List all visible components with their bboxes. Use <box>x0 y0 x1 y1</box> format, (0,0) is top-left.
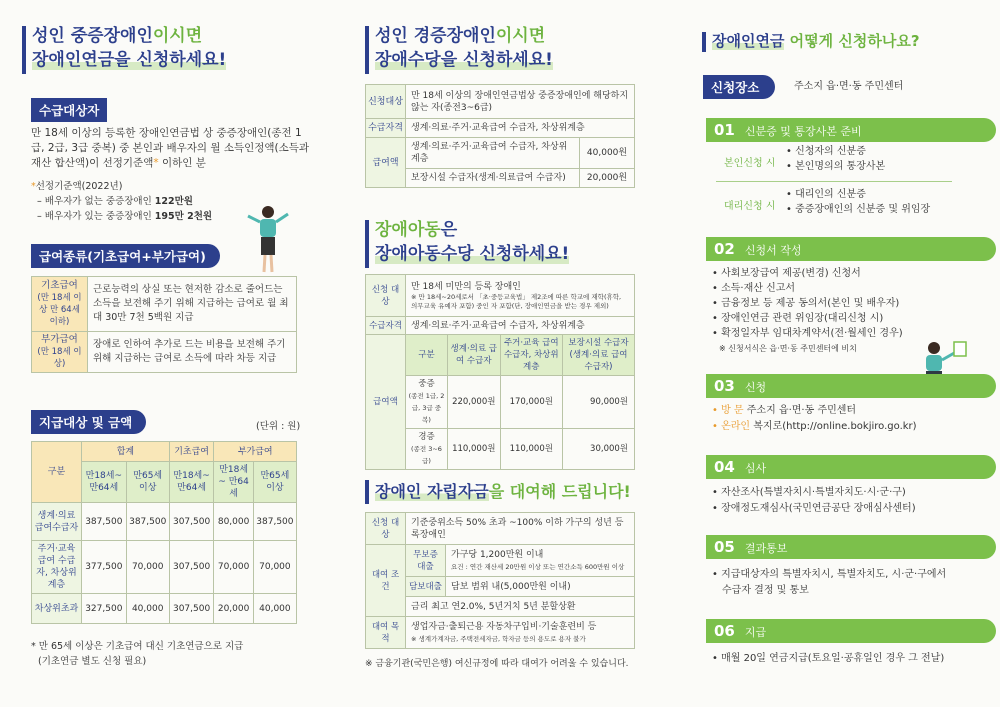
title-part: 성인 경증장애인 <box>375 26 496 46</box>
allowance-title <box>375 24 553 72</box>
cell-value: 377,500 <box>82 541 127 594</box>
total-header: 합계 <box>82 442 170 462</box>
title-part-green: 이시면 <box>152 26 203 46</box>
row-label: 급여액 <box>366 138 406 188</box>
title-bar-accent <box>365 26 369 74</box>
cell-note: ※ 만 18세~20세로서 「초·중등교육법」 제2조에 따른 학교에 재학(휴학, 의무교육 유예자 포함) 중인 자 포함(단, 장애인연금을 받는 경우 제외) <box>411 292 622 310</box>
cell-value: 220,000원 <box>448 376 501 429</box>
cell-value: 307,500 <box>169 594 214 624</box>
target-cell <box>406 275 635 317</box>
benefit-types-heading: 급여종류(기초급여+부가급여) <box>31 244 220 268</box>
cell-value: 110,000원 <box>448 429 501 470</box>
cell-value: 387,500 <box>82 503 127 541</box>
step-label: 지급 <box>744 626 767 639</box>
fund-footnote: ※ 금융기관(국민은행) 여신규정에 따라 대여가 어려울 수 있습니다. <box>365 659 629 669</box>
sub-header: 만18세~ 만64세 <box>82 462 127 503</box>
grade-cell <box>406 429 448 470</box>
list-item: • 자산조사(특별자치시·특별자치도·시·군·구) <box>712 487 906 498</box>
title-line2: 장애인연금을 신청하세요! <box>32 50 227 70</box>
form-note: ※ 신청서식은 읍·면·동 주민센터에 비치 <box>719 344 857 353</box>
title-part-green: 어떻게 신청하나요? <box>784 32 920 50</box>
proxy-item: • 대리인의 신분증 <box>786 189 866 200</box>
table-row <box>366 275 635 317</box>
step-number: 01 <box>714 121 735 139</box>
row-label: 신청 대상 <box>366 275 406 317</box>
title-line2: 장애수당을 신청하세요! <box>375 50 553 70</box>
cell-value: 170,000원 <box>500 376 562 429</box>
row-label: 대여 조건 <box>366 545 406 617</box>
row-label: 수급자격 <box>366 119 406 138</box>
title-line2: 장애아동수당 신청하세요! <box>375 244 570 264</box>
step-label: 신청 <box>744 381 767 394</box>
step-03-bar <box>706 374 996 398</box>
row-label: 주거·교육 급여 수급자, 차상위계층 <box>32 541 82 594</box>
child-allowance-table <box>365 274 635 470</box>
benefit-label: 부가급여 <box>41 334 78 345</box>
step-number: 03 <box>714 377 735 395</box>
cell-value: 387,500 <box>253 503 296 541</box>
benefit-sub: (만 18세 이상) <box>37 347 82 369</box>
online-label: • 온라인 <box>712 421 751 432</box>
row-label: 대여 목적 <box>366 617 406 649</box>
cell-text: 담보 범위 내(5,000만원 이내) <box>446 577 635 597</box>
title-part-green: 을 대여해 드립니다! <box>488 482 631 501</box>
cell-text: 금리 최고 연2.0%, 5년거치 5년 분할상환 <box>406 597 635 617</box>
table-row <box>366 545 635 577</box>
grade-label: 중증 <box>418 379 435 389</box>
cell-value: 20,000 <box>214 594 253 624</box>
sub-label: 담보대출 <box>406 577 446 597</box>
child-title <box>375 218 569 266</box>
title-bar-accent <box>22 26 26 74</box>
cell-value: 80,000 <box>214 503 253 541</box>
visit-label: • 방 문 <box>712 405 744 416</box>
list-item: • 장애인연금 관련 위임장(대리신청 시) <box>712 313 884 324</box>
sub-header: 보장시설 수급자 (생계·의료 급여 수급자) <box>563 335 635 376</box>
title-part: 장애인연금 <box>712 32 785 50</box>
criteria-note-title <box>31 180 122 194</box>
self-apply-label: 본인신청 시 <box>724 158 776 169</box>
cell-note: 요건 : 연간 재산세 20만원 이상 또는 연간소득 600만원 이상 <box>451 562 625 571</box>
amounts-footnote: * 만 65세 이상은 기초급여 대신 기초연금으로 지급 <box>31 641 244 652</box>
proxy-apply-label: 대리신청 시 <box>724 201 776 212</box>
table-row <box>366 429 635 470</box>
desc-text: 만 18세 이상의 등록한 장애인연금법 상 중증장애인(종전 1급, 2급, 3급 중복) 중 본인과 배우자의 월 소득인정액(소득과 재산 합산액)이 선정기준액 <box>31 127 310 169</box>
cond-cell <box>446 545 635 577</box>
visit-line <box>712 404 856 418</box>
table-row <box>366 376 635 429</box>
list-item: • 금융정보 등 제공 동의서(본인 및 배우자) <box>712 298 900 309</box>
self-item: • 신청자의 신분증 <box>786 146 866 157</box>
benefit-desc: 근로능력의 상실 또는 현저한 감소로 줄어드는 소득을 보전해 주기 위해 지급하는 급여로 월 최대 30만 7천 5백원 지급 <box>88 277 297 332</box>
criteria-value: 122만원 <box>154 196 193 207</box>
row-label: 신청대상 <box>366 85 406 119</box>
desc-end: 이하인 분 <box>158 157 206 169</box>
table-row <box>366 119 635 138</box>
title-bar-accent <box>365 220 369 268</box>
benefit-desc: 장애로 인하여 추가로 드는 비용을 보전해 주기 위해 지급하는 급여로 소득에 따라 차등 지급 <box>88 332 297 373</box>
table-row <box>32 332 297 373</box>
step-02-bar <box>706 237 996 261</box>
sub-header: 주거·교육 급여 수급자, 차상위계층 <box>500 335 562 376</box>
list-item: • 소득·재산 신고서 <box>712 283 796 294</box>
result-line1: • 지급대상자의 특별자치시, 특별자치도, 시·군·구에서 <box>712 569 947 580</box>
cell-value: 40,000 <box>253 594 296 624</box>
table-row <box>366 597 635 617</box>
criteria-label: – 배우자가 있는 중증장애인 <box>37 211 155 222</box>
step-number: 04 <box>714 458 735 476</box>
criteria-value: 195만 2천원 <box>154 211 213 222</box>
cell-text: 생계·의료·주거·교육급여 수급자, 차상위계층 <box>406 119 635 138</box>
grade-sub: (종전 3~6급) <box>411 445 442 465</box>
sub-header: 만65세 이상 <box>253 462 296 503</box>
star-mark: * <box>153 157 159 169</box>
title-part-green: 이시면 <box>495 26 546 46</box>
unit-label: (단위 : 원) <box>256 421 301 432</box>
payment-line: • 매월 20일 연금지급(토요일·공휴일인 경우 그 전날) <box>712 653 945 664</box>
grade-sub: (종전 1급, 2급, 3급 중복) <box>408 392 445 424</box>
online-line <box>712 420 917 434</box>
sub-header: 생계·의료 급여 수급자 <box>448 335 501 376</box>
table-header-row <box>32 442 297 462</box>
recipients-desc <box>31 126 311 171</box>
cell-note: ※ 생계가계자금, 주택전세자금, 학자금 등의 용도로 용자 불가 <box>411 634 586 643</box>
list-item: • 장애정도재심사(국민연금공단 장애심사센터) <box>712 503 916 514</box>
visit-value: 주소지 읍·면·동 주민센터 <box>746 405 857 416</box>
list-item: • 사회보장급여 제공(변경) 신청서 <box>712 268 861 279</box>
result-line2: 수급자 결정 및 통보 <box>722 585 809 596</box>
column-pension <box>0 0 340 707</box>
column-allowance <box>345 0 660 707</box>
fund-table <box>365 512 635 649</box>
step-label: 신분증 및 통장사본 준비 <box>744 125 862 138</box>
row-label: 급여액 <box>366 335 406 470</box>
step-label: 결과통보 <box>744 542 788 555</box>
table-row <box>32 277 297 332</box>
pension-title <box>32 24 226 72</box>
allowance-table <box>365 84 635 188</box>
note-title: 선정기준액(2022년) <box>35 181 123 192</box>
cell-value: 40,000원 <box>580 138 635 169</box>
apply-title <box>712 29 920 53</box>
cell-value: 20,000원 <box>580 169 635 188</box>
cell-value: 307,500 <box>169 503 214 541</box>
cell-text: 만 18세 미만의 등록 장애인 <box>411 281 521 292</box>
table-row <box>32 594 297 624</box>
table-row <box>32 541 297 594</box>
cell-value: 110,000원 <box>500 429 562 470</box>
benefit-label-cell <box>32 277 88 332</box>
title-bar-accent <box>702 32 706 52</box>
table-row <box>366 513 635 545</box>
title-bar-accent <box>365 480 369 504</box>
cell-text: 만 18세 이상의 장애인연금법상 중증장애인에 해당하지 않는 자(종전3~6급) <box>406 85 635 119</box>
cell-text: 기준중위소득 50% 초과 ~100% 이하 가구의 성년 등록장애인 <box>406 513 635 545</box>
step-number: 05 <box>714 538 735 556</box>
woman-illustration-icon <box>244 202 292 274</box>
step-04-bar <box>706 455 996 479</box>
cell-text: 생계·의료·주거·교육급여 수급자, 차상위계층 <box>406 317 635 335</box>
row-label: 수급자격 <box>366 317 406 335</box>
row-label: 생계·의료 급여수급자 <box>32 503 82 541</box>
table-row <box>366 169 635 188</box>
extra-header: 부가급여 <box>214 442 297 462</box>
benefit-types-table <box>31 276 297 373</box>
step-05-bar <box>706 535 996 559</box>
purpose-cell <box>406 617 635 649</box>
table-header-row <box>366 335 635 376</box>
table-row <box>366 138 635 169</box>
cell-value: 387,500 <box>126 503 169 541</box>
title-part: 장애인 자립자금 <box>375 482 489 501</box>
amounts-heading: 지급대상 및 금액 <box>31 410 146 434</box>
divider <box>716 181 952 182</box>
title-part: 성인 중증장애인 <box>32 26 153 46</box>
place-label: 신청장소 <box>703 75 775 99</box>
table-row <box>366 85 635 119</box>
benefit-sub: (만 18세 이상 만 64세 이하) <box>37 293 82 327</box>
star-mark: * <box>31 181 36 192</box>
cell-value: 70,000 <box>126 541 169 594</box>
self-item: • 본인명의의 통장사본 <box>786 161 886 172</box>
table-row <box>366 577 635 597</box>
recipients-heading: 수급대상자 <box>31 98 107 122</box>
criteria-label: – 배우자가 없는 중증장애인 <box>37 196 155 207</box>
cell-text: 생업자금·출퇴근용 자동차구입비·기술훈련비 등 <box>411 621 597 632</box>
grade-label: 경증 <box>418 432 435 442</box>
step-label: 심사 <box>744 462 767 475</box>
online-value: 복지로(http://online.bokjiro.go.kr) <box>753 421 917 432</box>
row-label: 신청 대상 <box>366 513 406 545</box>
cell-text: 보장시설 수급자(생계·의료급여 수급자) <box>406 169 580 188</box>
amounts-footnote2: (기초연금 별도 신청 필요) <box>38 656 147 667</box>
benefit-label: 기초급여 <box>41 280 78 291</box>
cell-value: 40,000 <box>126 594 169 624</box>
step-number: 02 <box>714 240 735 258</box>
fund-title <box>375 480 631 504</box>
cell-text: 가구당 1,200만원 이내 <box>451 549 544 560</box>
grade-cell <box>406 376 448 429</box>
table-row <box>366 617 635 649</box>
sub-header: 만18세~ 만64세 <box>214 462 253 503</box>
criteria-single <box>37 195 193 209</box>
cell-value: 307,500 <box>169 541 214 594</box>
sub-label: 무보증 대출 <box>406 545 446 577</box>
column-how-to-apply <box>672 0 1000 707</box>
table-row <box>366 317 635 335</box>
sub-header: 만18세~ 만64세 <box>169 462 214 503</box>
step-01-bar <box>706 118 996 142</box>
cell-value: 70,000 <box>214 541 253 594</box>
basic-header: 기초급여 <box>169 442 214 462</box>
step-06-bar <box>706 619 996 643</box>
cell-value: 327,500 <box>82 594 127 624</box>
title-part-green: 장애아동 <box>375 220 441 240</box>
step-number: 06 <box>714 622 735 640</box>
step-label: 신청서 작성 <box>744 244 802 257</box>
cell-value: 90,000원 <box>563 376 635 429</box>
col-group-header: 구분 <box>32 442 82 503</box>
place-value: 주소지 읍·면·동 주민센터 <box>794 81 904 92</box>
row-label: 차상위초과 <box>32 594 82 624</box>
amounts-table <box>31 441 297 624</box>
benefit-label-cell <box>32 332 88 373</box>
cell-text: 생계·의료·주거·교육급여 수급자, 차상위계층 <box>406 138 580 169</box>
proxy-item: • 중증장애인의 신분증 및 위임장 <box>786 204 931 215</box>
title-part: 은 <box>440 220 458 240</box>
table-row <box>32 503 297 541</box>
cell-value: 70,000 <box>253 541 296 594</box>
sub-header: 구분 <box>406 335 448 376</box>
sub-header: 만65세 이상 <box>126 462 169 503</box>
form-list <box>712 266 952 341</box>
criteria-married <box>37 210 212 224</box>
cell-value: 30,000원 <box>563 429 635 470</box>
list-item: • 확정일자부 임대차계약서(전·월세인 경우) <box>712 328 903 339</box>
